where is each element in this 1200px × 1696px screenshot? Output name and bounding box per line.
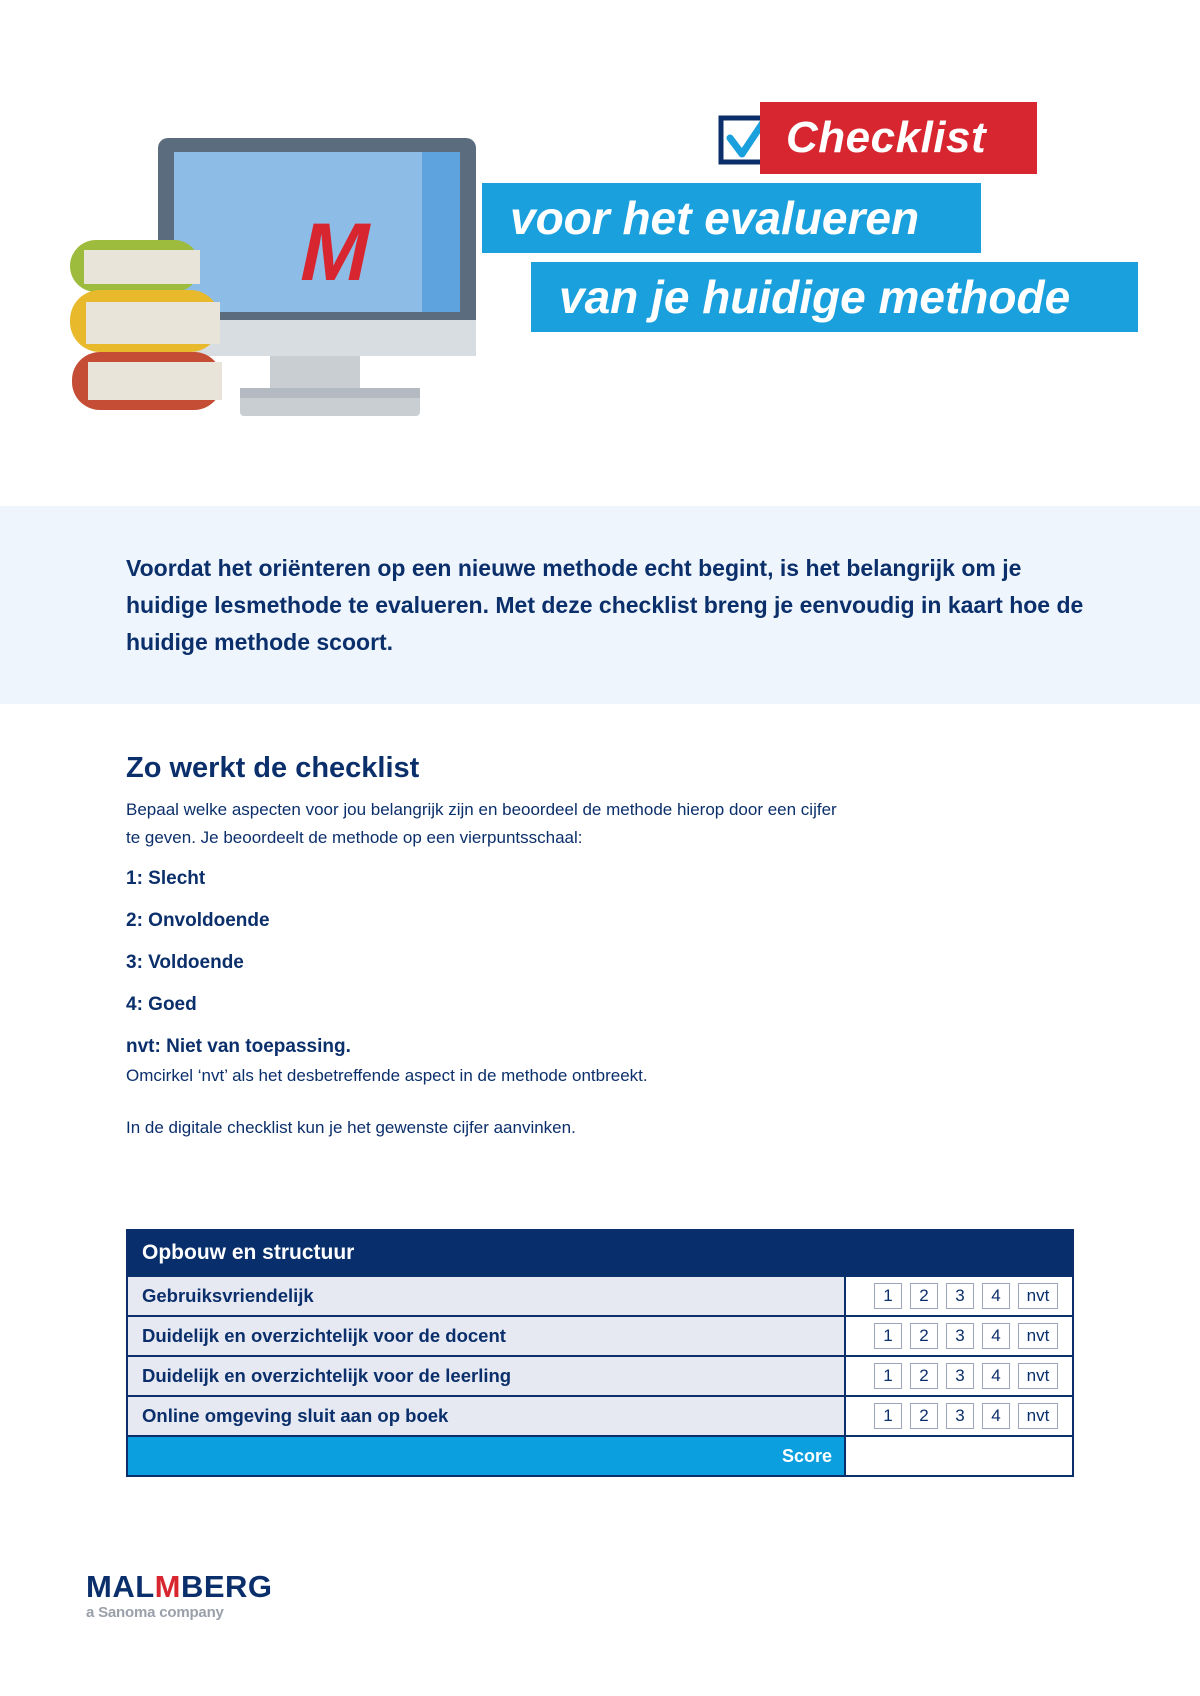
- section-title: Zo werkt de checklist: [126, 752, 420, 784]
- checklist-table: [126, 1229, 1074, 1477]
- logo-word-end: BERG: [180, 1569, 273, 1604]
- row-label: Online omgeving sluit aan op boek: [128, 1397, 846, 1435]
- logo-subtitle: a Sanoma company: [86, 1604, 224, 1621]
- table-row: [128, 1275, 1072, 1315]
- rating-option-2[interactable]: 2: [910, 1283, 938, 1309]
- rating-option-1[interactable]: 1: [874, 1283, 902, 1309]
- rating-option-3[interactable]: 3: [946, 1323, 974, 1349]
- row-label: Duidelijk en overzichtelijk voor de leerling: [128, 1357, 846, 1395]
- monitor-m-letter: M: [292, 205, 381, 298]
- row-label: Duidelijk en overzichtelijk voor de docent: [128, 1317, 846, 1355]
- scale-item-2: 2: Onvoldoende: [126, 910, 270, 931]
- rating-option-1[interactable]: 1: [874, 1363, 902, 1389]
- rating-option-4[interactable]: 4: [982, 1283, 1010, 1309]
- rating-option-nvt[interactable]: nvt: [1018, 1403, 1058, 1429]
- scale-item-3: 3: Voldoende: [126, 952, 244, 973]
- rating-option-nvt[interactable]: nvt: [1018, 1363, 1058, 1389]
- rating-option-4[interactable]: 4: [982, 1323, 1010, 1349]
- rating-option-1[interactable]: 1: [874, 1323, 902, 1349]
- rating-options: [846, 1357, 1072, 1395]
- rating-option-2[interactable]: 2: [910, 1323, 938, 1349]
- logo-wordmark: [86, 1570, 273, 1604]
- rating-option-3[interactable]: 3: [946, 1363, 974, 1389]
- nvt-note: Omcirkel ‘nvt’ als het desbetreffende aspect in de methode ontbreekt.: [126, 1066, 648, 1085]
- score-row: [128, 1435, 1072, 1475]
- rating-option-4[interactable]: 4: [982, 1403, 1010, 1429]
- rating-option-nvt[interactable]: nvt: [1018, 1323, 1058, 1349]
- title-line-1: voor het evalueren: [482, 183, 981, 253]
- intro-text: Voordat het oriënteren op een nieuwe methode echt begint, is het belangrijk om je huidige lesmethode te evalueren. Met deze checklist breng je eenvoudig in kaart hoe de huidige methode scoort.: [126, 555, 1084, 655]
- score-label: Score: [128, 1437, 846, 1475]
- logo-word-m: M: [154, 1569, 181, 1604]
- rating-option-2[interactable]: 2: [910, 1403, 938, 1429]
- rating-option-nvt[interactable]: nvt: [1018, 1283, 1058, 1309]
- rating-option-3[interactable]: 3: [946, 1403, 974, 1429]
- score-field[interactable]: [846, 1437, 1072, 1475]
- scale-item-4: 4: Goed: [126, 994, 197, 1015]
- table-row: [128, 1395, 1072, 1435]
- rating-options: [846, 1397, 1072, 1435]
- table-row: [128, 1355, 1072, 1395]
- logo-word-start: MAL: [86, 1569, 155, 1604]
- scale-item-1: 1: Slecht: [126, 868, 206, 889]
- table-title: Opbouw en structuur: [128, 1231, 1072, 1275]
- books-stack: [70, 240, 222, 410]
- row-label: Gebruiksvriendelijk: [128, 1277, 846, 1315]
- section-body: Bepaal welke aspecten voor jou belangrijk zijn en beoordeel de methode hierop door een cijfer te geven. Je beoordeelt de methode op een vierpuntsschaal:: [126, 800, 837, 847]
- scale-item-nvt: nvt: Niet van toepassing.: [126, 1036, 351, 1057]
- rating-options: [846, 1317, 1072, 1355]
- table-row: [128, 1315, 1072, 1355]
- rating-option-2[interactable]: 2: [910, 1363, 938, 1389]
- rating-option-4[interactable]: 4: [982, 1363, 1010, 1389]
- title-line-2: van je huidige methode: [531, 262, 1138, 332]
- computer-books-illustration: [70, 130, 490, 450]
- malmberg-logo: [86, 1570, 273, 1621]
- rating-option-1[interactable]: 1: [874, 1403, 902, 1429]
- rating-options: [846, 1277, 1072, 1315]
- rating-option-3[interactable]: 3: [946, 1283, 974, 1309]
- digital-note: In de digitale checklist kun je het gewenste cijfer aanvinken.: [126, 1118, 576, 1137]
- checklist-tag: Checklist: [760, 102, 1037, 174]
